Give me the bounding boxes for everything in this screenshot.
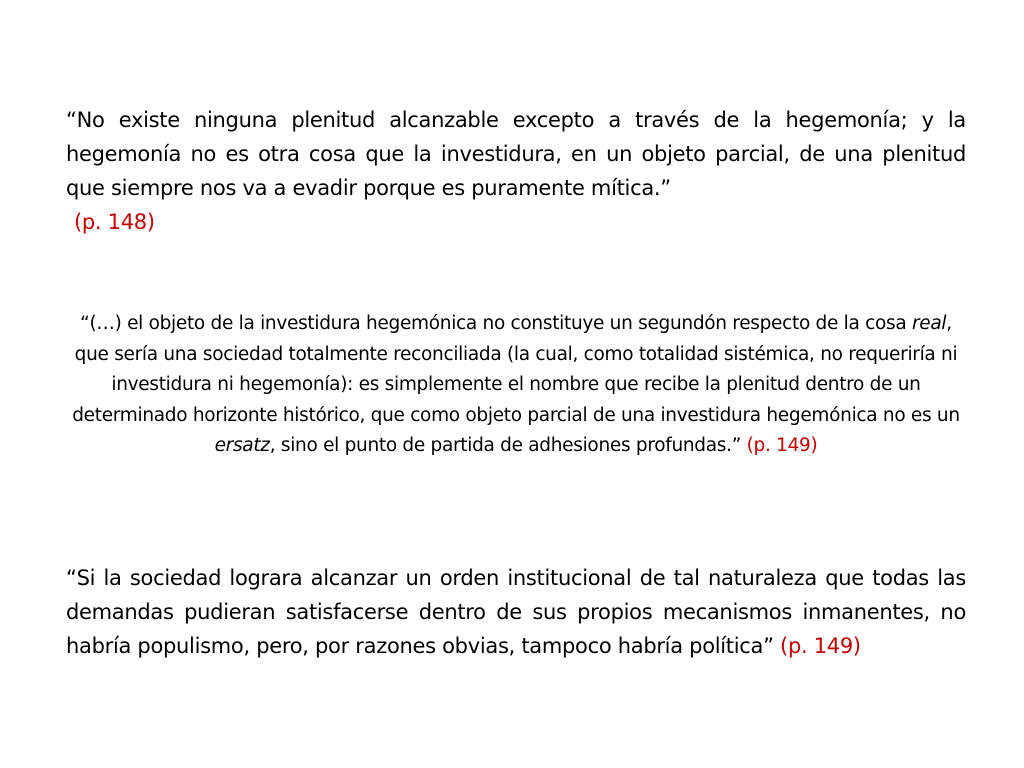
page-reference: (p. 149) xyxy=(746,435,818,456)
quote-populismo xyxy=(66,561,966,663)
quote-text: “Si la sociedad lograra alcanzar un orden institucional de tal naturaleza que todas las demandas pudieran satisfacerse dentro de sus propios mecanismos inmanentes, no habría populismo, pero, por razones obvias, tampoco habría política” xyxy=(66,566,966,658)
quote-text: “No existe ninguna plenitud alcanzable excepto a través de la hegemonía; y la hegemonía no es otra cosa que la investidura, en un objeto parcial, de una plenitud que siempre nos va a evadir porque es puramente mítica.” xyxy=(66,108,966,200)
quote-investidura xyxy=(68,309,964,462)
quote-text-part: , que sería una sociedad totalmente reconciliada (la cual, como totalidad sistémica, no requeriría ni investidura ni hegemonía): es simplemente el nombre que recibe la plenitud dentro de un determinado horizonte histórico, que como objeto parcial de una investidura hegemónica no es un xyxy=(72,313,960,426)
page-reference: (p. 149) xyxy=(780,634,861,658)
quote-emphasis: real xyxy=(911,313,947,334)
quote-emphasis: ersatz xyxy=(214,435,270,456)
quote-text-part: , sino el punto de partida de adhesiones profundas.” xyxy=(269,435,747,456)
quote-hegemonia xyxy=(66,103,966,239)
page-reference: (p. 148) xyxy=(74,210,155,234)
quote-text-part: “(…) el objeto de la investidura hegemónica no constituye un segundón respecto de la cosa xyxy=(80,313,912,334)
